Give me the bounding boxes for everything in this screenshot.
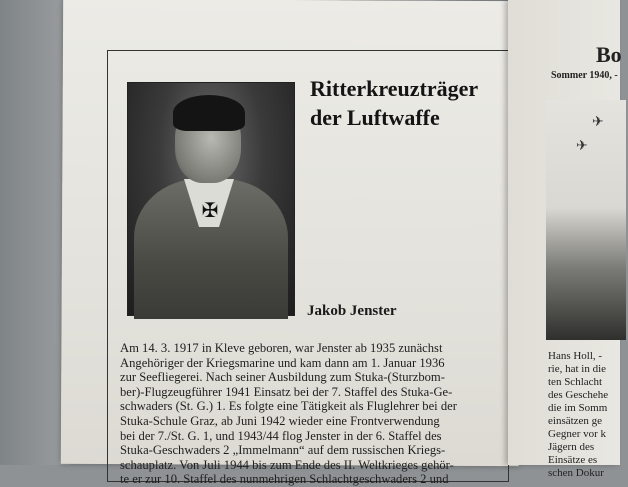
adjacent-line: Jägern des (548, 441, 595, 453)
article-body (120, 341, 500, 487)
adjacent-line: schen Dokur (548, 467, 604, 479)
body-line: Stuka-Geschwaders 2 „Immelmann“ auf dem russischen Kriegs- (120, 443, 446, 458)
body-line: Angehöriger der Kriegsmarine und kam dann am 1. Januar 1936 (120, 355, 445, 370)
adjacent-line: einsätzen ge (548, 415, 603, 427)
adjacent-line: Einsätze es (548, 454, 598, 466)
photo-caption: Jakob Jenster (307, 303, 397, 319)
aircraft-icon: ✈ (576, 139, 588, 154)
article-title (310, 74, 500, 132)
adjacent-page-title: Bo (596, 42, 622, 67)
adjacent-line: Gegner vor k (548, 428, 607, 440)
table-background (0, 0, 70, 465)
adjacent-line: des Geschehe (548, 389, 609, 401)
adjacent-page (508, 0, 622, 479)
aircraft-icon: ✈ (592, 115, 604, 130)
battle-illustration (546, 100, 626, 340)
adjacent-line: ten Schlacht (548, 376, 603, 388)
title-line-1: Ritterkreuzträger (310, 76, 479, 101)
title-line-2: der Luftwaffe (310, 105, 440, 130)
body-line: Stuka-Schule Graz, ab Juni 1942 wieder eine Frontverwendung (120, 413, 440, 428)
body-line: ber)-Flugzeugführer 1941 Einsatz bei der 7. Staffel des Stuka-Ge- (120, 384, 453, 399)
hair-shape (173, 95, 245, 131)
adjacent-page-text (548, 350, 628, 480)
knights-cross-icon: ✠ (201, 200, 219, 222)
body-line: zur Seefliegerei. Nach seiner Ausbildung zum Stuka-(Sturzbom- (120, 370, 445, 385)
adjacent-line: rie, hat in die (548, 363, 607, 375)
body-line: te er zur 10. Staffel des nunmehrigen Schlachtgeschwaders 2 und (120, 472, 449, 487)
portrait-photo (127, 82, 295, 316)
adjacent-page-subtitle: Sommer 1940, - (551, 70, 618, 81)
adjacent-line: die im Somm (548, 402, 608, 414)
body-line: Am 14. 3. 1917 in Kleve geboren, war Jenster ab 1935 zunächst (120, 341, 443, 355)
body-line: schwaders (St. G.) 1. Es folgte eine Tätigkeit als Fluglehrer bei der (120, 399, 457, 414)
body-line: bei der 7./St. G. 1, und 1943/44 flog Jenster in der 6. Staffel des (120, 428, 442, 443)
adjacent-line: Hans Holl, - (548, 350, 603, 362)
body-line: schauplatz. Von Juli 1944 bis zum Ende des II. Weltkrieges gehör- (120, 457, 454, 472)
